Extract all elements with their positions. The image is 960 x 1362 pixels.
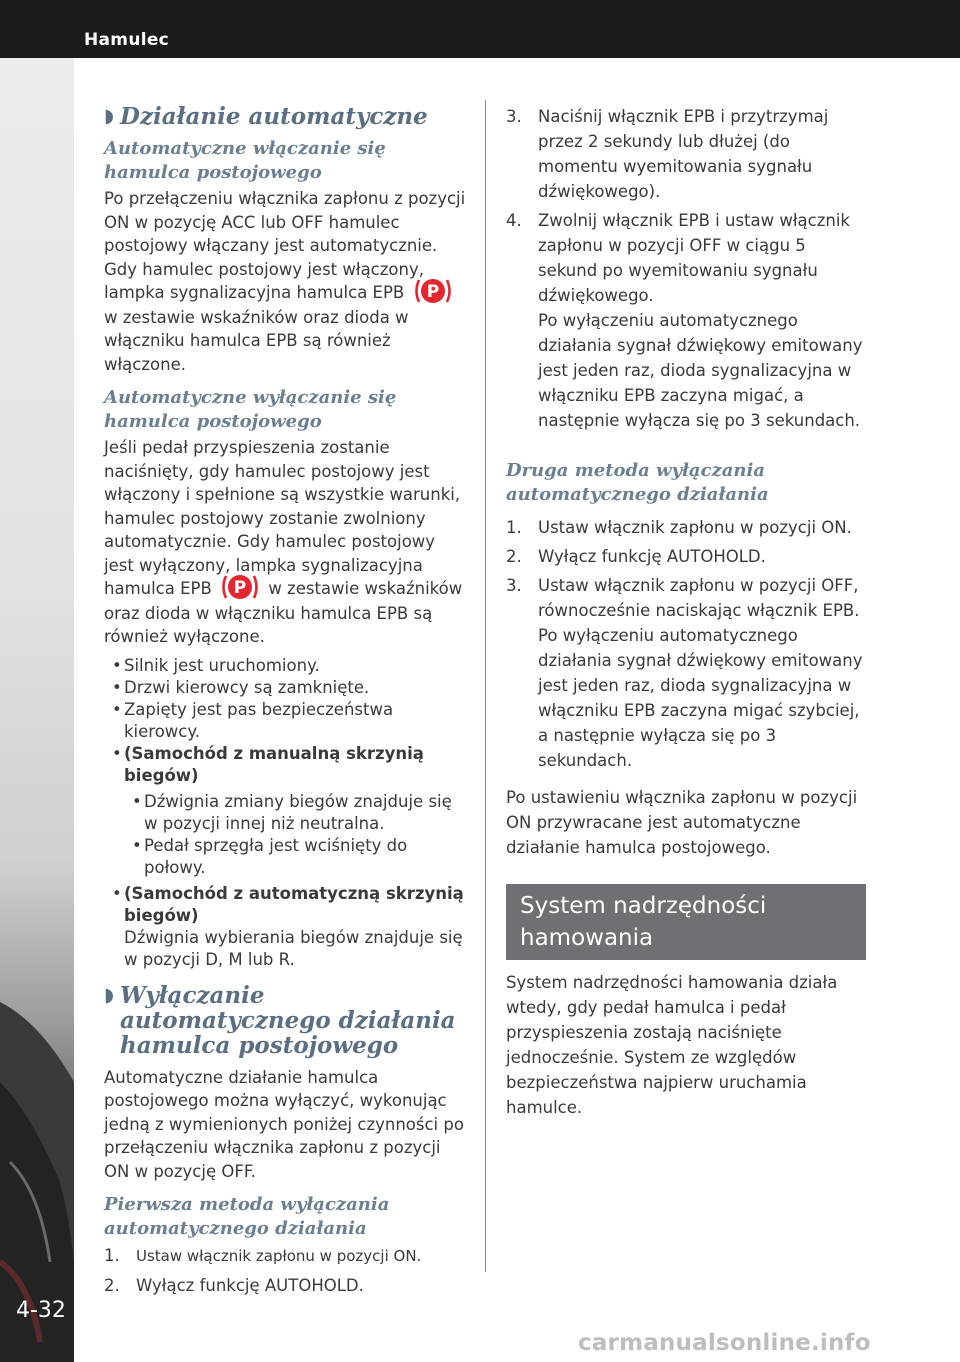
paragraph-text: Jeśli pedał przyspieszenia zostanie naciśnięty, gdy hamulec postojowy jest włączony i spełnione są wszystkie warunki, hamulec postojowy zostanie zwolniony automatycznie. Gdy hamulec postojowy jest wyłączony, lampka sygnalizacyjna hamulca EPB: [104, 438, 461, 598]
section-marker-icon: ◗: [104, 105, 115, 127]
list-item: [104, 743, 466, 879]
step-item: [506, 544, 866, 569]
step-item: [506, 208, 866, 433]
step-text: Ustaw włącznik zapłonu w pozycji ON.: [136, 1247, 422, 1265]
left-column: [104, 104, 466, 1302]
step-text: Wyłącz funkcję AUTOHOLD.: [136, 1276, 364, 1295]
paragraph: [104, 436, 466, 649]
automatic-transmission-text: Dźwignia wybierania biegów znajduje się w pozycji D, M lub R.: [124, 927, 463, 969]
step-number: 3.: [506, 576, 522, 595]
step-note: Po wyłączeniu automatycznego działania sygnał dźwiękowy emitowany jest jeden raz, dioda sygnalizacyjna w włączniku EPB zaczyna migać, a następnie wyłącza się po 3 sekundach.: [538, 311, 863, 430]
epb-warning-icon: [221, 572, 259, 602]
sidebar-image-strip: [0, 58, 74, 1362]
step-number: 1.: [104, 1246, 120, 1265]
method2-steps: [506, 515, 866, 773]
section-box-title: System nadrzędności hamowania: [506, 884, 866, 960]
manual-conditions-list: [124, 791, 466, 879]
step-number: 2.: [104, 1276, 120, 1295]
section-title: Działanie automatyczne: [120, 103, 428, 130]
method1-steps: [104, 1243, 466, 1298]
section-marker-icon: ◗: [104, 983, 115, 1006]
paragraph: Automatyczne działanie hamulca postojowego można wyłączyć, wykonując jedną z wymienionych poniżej czynności po przełączeniu włącznika zapłonu z pozycji ON w pozycję OFF.: [104, 1067, 464, 1181]
step-item: [506, 515, 866, 540]
subsection-title: Automatyczne wyłączanie się hamulca postojowego: [104, 387, 397, 432]
list-item: • Pedał sprzęgła jest wciśnięty do połowy.: [124, 835, 466, 879]
method1-steps-continued: [506, 104, 866, 433]
right-column: [506, 104, 866, 1120]
manual-transmission-title: (Samochód z manualną skrzynią biegów): [124, 743, 424, 785]
header-bar: [0, 0, 960, 58]
list-item: • Dźwignia zmiany biegów znajduje się w pozycji innej niż neutralna.: [124, 791, 466, 835]
watermark: carmanualsonline.info: [578, 1330, 871, 1356]
list-item: • Zapięty jest pas bezpieczeństwa kierowcy.: [104, 699, 466, 743]
conditions-list: [104, 655, 466, 971]
step-text: Wyłącz funkcję AUTOHOLD.: [538, 547, 766, 566]
automatic-transmission-title: (Samochód z automatyczną skrzynią biegów): [124, 883, 464, 925]
section-heading: [104, 983, 466, 1058]
step-number: 4.: [506, 211, 522, 230]
subsection-title: Automatyczne włączanie się hamulca postojowego: [104, 138, 386, 183]
step-number: 1.: [506, 518, 522, 537]
subsection-title: Druga metoda wyłączania automatycznego działania: [506, 460, 769, 505]
svg-text:P: P: [426, 281, 439, 302]
step-number: 3.: [506, 107, 522, 126]
step-text: Zwolnij włącznik EPB i ustaw włącznik zapłonu w pozycji OFF w ciągu 5 sekund po wyemitowaniu sygnału dźwiękowego.: [538, 211, 850, 305]
section-title: Wyłączanie automatycznego działania hamulca postojowego: [120, 981, 456, 1059]
step-text: Ustaw włącznik zapłonu w pozycji OFF, równocześnie naciskając włącznik EPB.: [538, 576, 860, 620]
step-text: Ustaw włącznik zapłonu w pozycji ON.: [538, 518, 852, 537]
column-divider: [485, 100, 486, 1272]
list-item: • Silnik jest uruchomiony.: [104, 655, 466, 677]
list-item: [104, 883, 466, 971]
step-item: [104, 1243, 466, 1269]
paragraph: System nadrzędności hamowania działa wtedy, gdy pedał hamulca i pedał przyspieszenia zostają naciśnięte jednocześnie. System ze względów bezpieczeństwa najpierw uruchamia hamulce.: [506, 973, 838, 1117]
paragraph-text: Po przełączeniu włącznika zapłonu z pozycji ON w pozycję ACC lub OFF hamulec postojowy włączany jest automatycznie. Gdy hamulec postojowy jest włączony, lampka sygnalizacyjna hamulca EPB: [104, 189, 466, 302]
step-note: Po wyłączeniu automatycznego działania sygnał dźwiękowy emitowany jest jeden raz, dioda sygnalizacyjna w włączniku EPB zaczyna migać szybciej, a następnie wyłącza się po 3 sekundach.: [538, 626, 863, 770]
step-text: Naciśnij włącznik EPB i przytrzymaj przez 2 sekundy lub dłużej (do momentu wyemitowania sygnału dźwiękowego).: [538, 107, 829, 201]
section-heading: [104, 104, 466, 129]
subsection-title: Pierwsza metoda wyłączania automatycznego działania: [104, 1194, 390, 1239]
page-number: 4-32: [16, 1298, 66, 1323]
epb-warning-icon: [414, 276, 452, 306]
svg-text:P: P: [233, 577, 247, 598]
chapter-title: Hamulec: [84, 30, 170, 50]
step-number: 2.: [506, 547, 522, 566]
paragraph-text: w zestawie wskaźników oraz dioda w włączniku hamulca EPB są również wyłączone.: [104, 579, 463, 646]
step-item: [506, 573, 866, 773]
step-item: [506, 104, 866, 204]
paragraph: [104, 187, 466, 376]
list-item: • Drzwi kierowcy są zamknięte.: [104, 677, 466, 699]
paragraph: Po ustawieniu włącznika zapłonu w pozycji ON przywracane jest automatyczne działanie hamulca postojowego.: [506, 788, 858, 857]
step-item: [104, 1273, 466, 1298]
paragraph-text: w zestawie wskaźników oraz dioda w włączniku hamulca EPB są również włączone.: [104, 307, 409, 374]
